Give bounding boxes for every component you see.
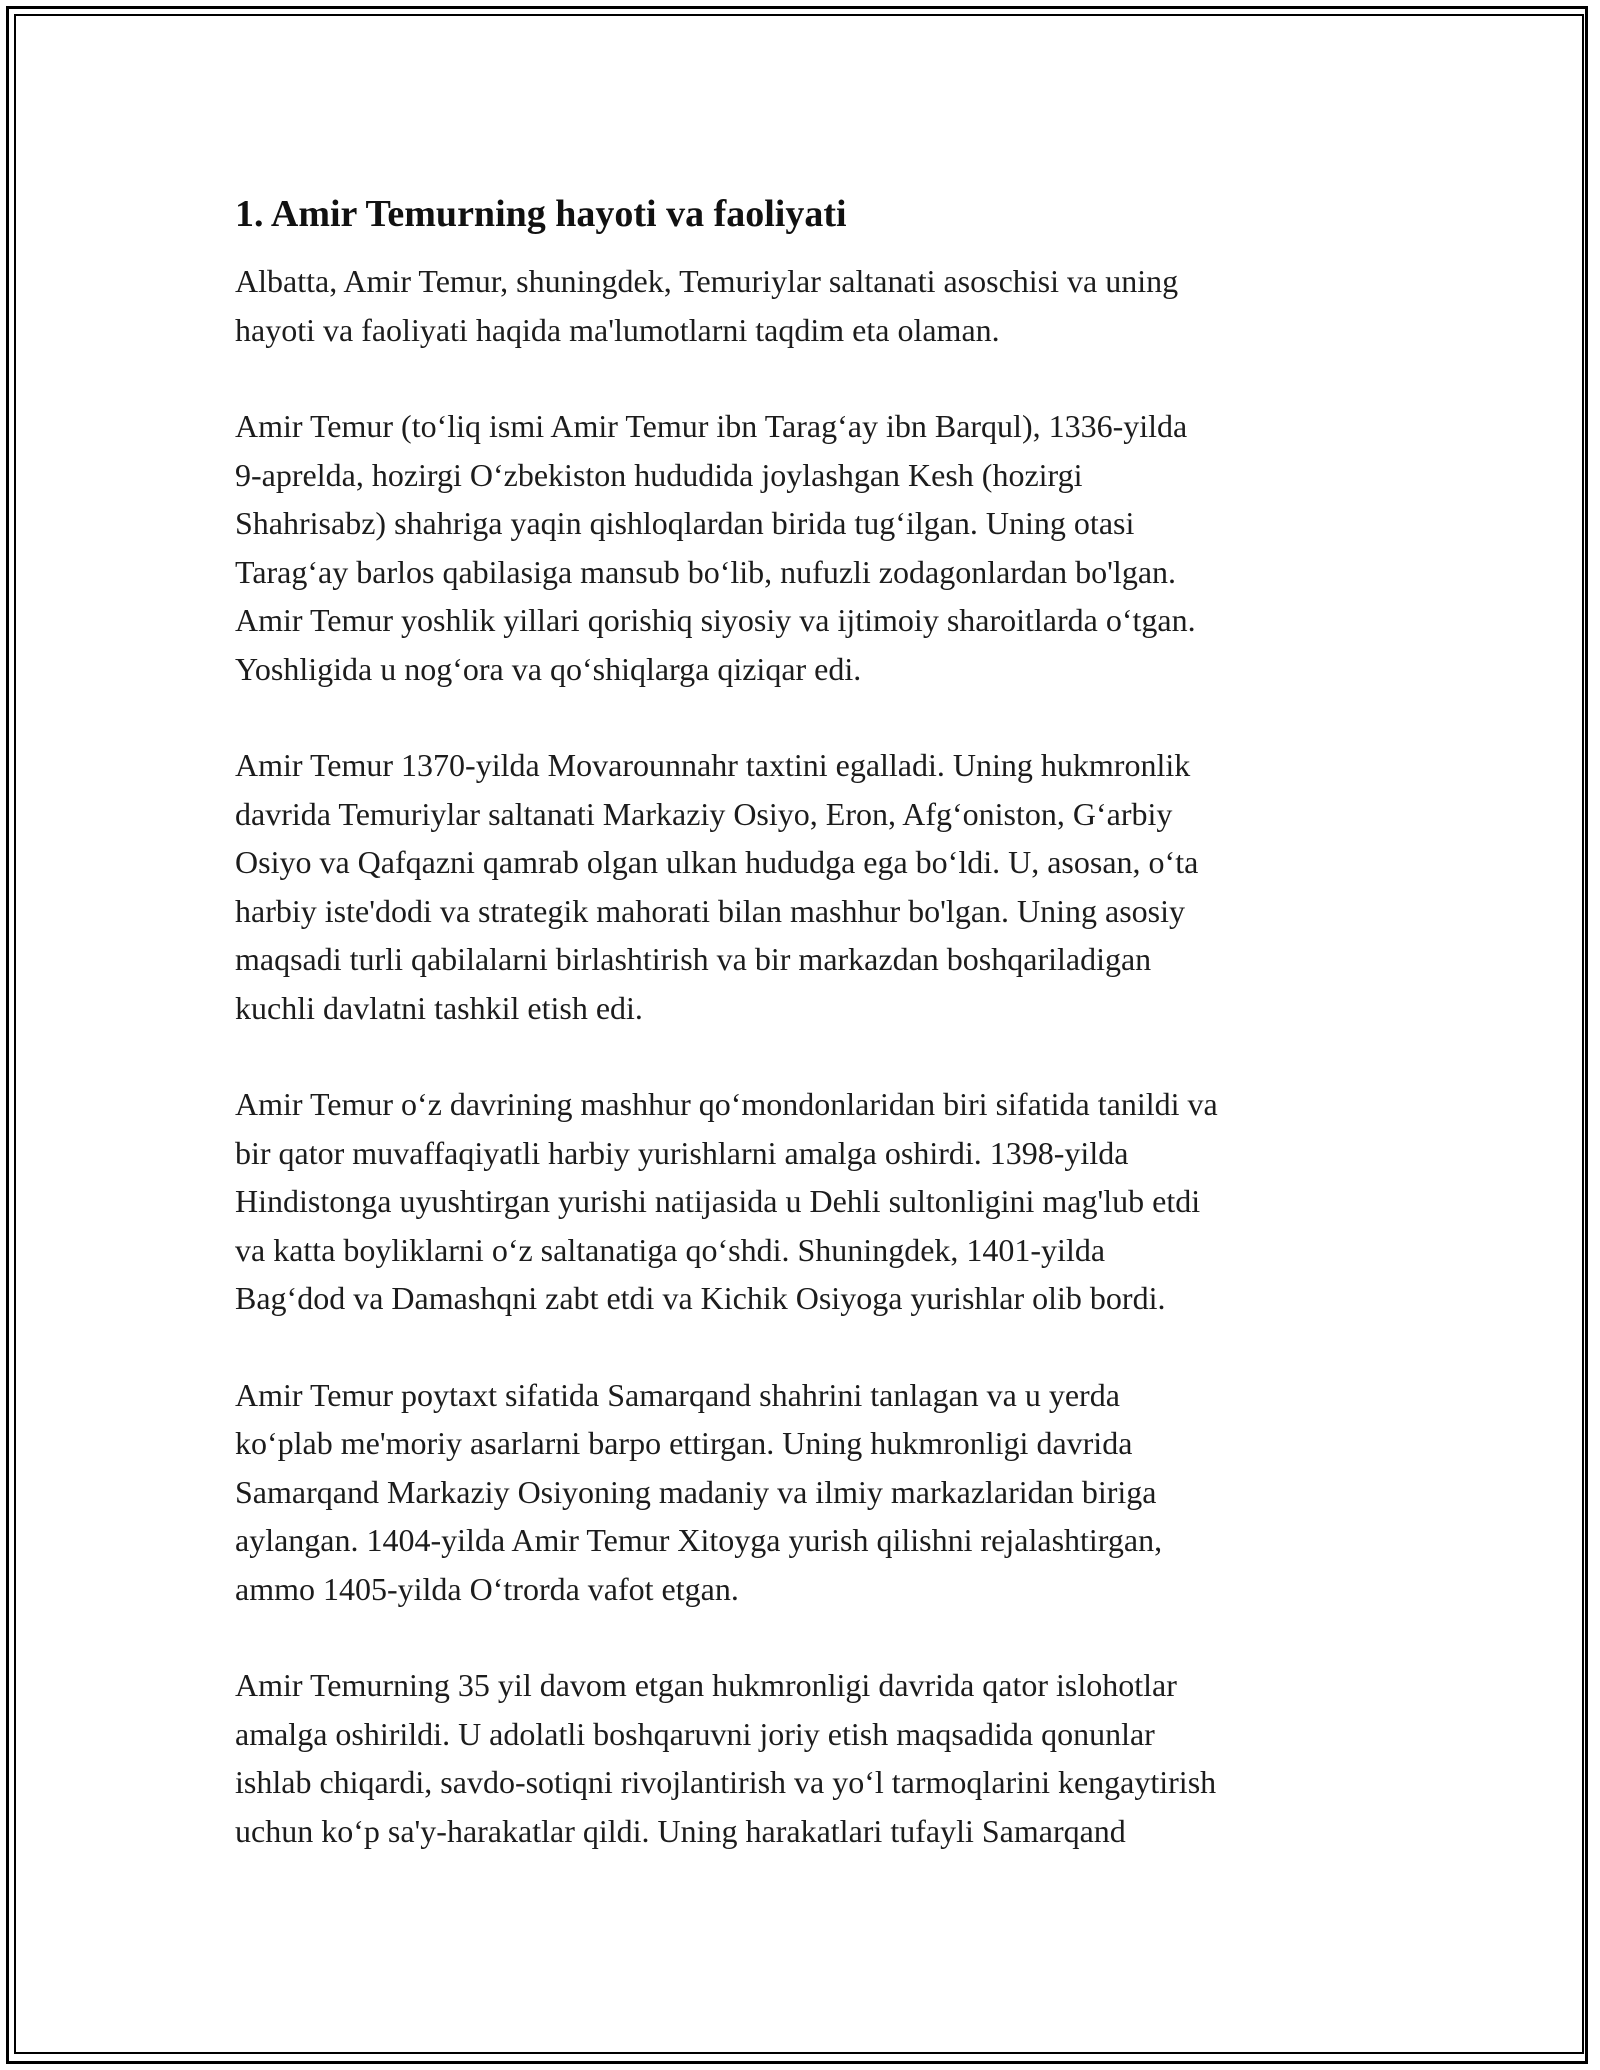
text-line: Amir Temur 1370-yilda Movarounnahr taxtini egalladi. Uning hukmronlik — [235, 747, 1191, 783]
text-line: Tarag‘ay barlos qabilasiga mansub bo‘lib, nufuzli zodagonlardan bo'lgan. — [235, 553, 1177, 590]
text-line: Amir Temur yoshlik yillari qorishiq siyosiy va ijtimoiy sharoitlarda o‘tgan. — [235, 602, 1196, 638]
text-line: maqsadi turli qabilalarni birlashtirish va bir markazdan boshqariladigan — [235, 941, 1152, 977]
text-line: ko‘plab me'moriy asarlarni barpo ettirgan. Uning hukmronligi davrida — [235, 1425, 1133, 1461]
text-line: Samarqand Markaziy Osiyoning madaniy va ilmiy markazlaridan biriga — [235, 1473, 1157, 1510]
text-line: aylangan. 1404-yilda Amir Temur Xitoyga yurish qilishni rejalashtirgan, — [235, 1522, 1163, 1558]
text-line: bir qator muvaffaqiyatli harbiy yurishlarni amalga oshirdi. 1398-yilda — [235, 1134, 1129, 1171]
text-line: va katta boyliklarni o‘z saltanatiga qo‘shdi. Shuningdek, 1401-yilda — [235, 1231, 1106, 1268]
text-line: ishlab chiqardi, savdo-sotiqni rivojlantirish va yo‘l tarmoqlarini kengaytirish — [235, 1764, 1217, 1800]
paragraph-reforms — [235, 1661, 1375, 1855]
text-line: 9-aprelda, hozirgi O‘zbekiston hududida joylashgan Kesh (hozirgi — [235, 456, 1083, 493]
text-line: Albatta, Amir Temur, shuningdek, Temuriylar saltanati asoschisi va uning — [235, 263, 1179, 299]
text-line: Hindistonga uyushtirgan yurishi natijasida u Dehli sultonligini mag'lub etdi — [235, 1183, 1201, 1219]
text-line: Bag‘dod va Damashqni zabt etdi va Kichik Osiyoga yurishlar olib bordi. — [235, 1280, 1166, 1316]
text-line: davrida Temuriylar saltanati Markaziy Osiyo, Eron, Afg‘oniston, G‘arbiy — [235, 795, 1173, 832]
paragraph-birth — [235, 402, 1375, 693]
text-line: Osiyo va Qafqazni qamrab olgan ulkan hududga ega bo‘ldi. U, asosan, o‘ta — [235, 844, 1199, 880]
text-line: Shahrisabz) shahriga yaqin qishloqlardan birida tug‘ilgan. Uning otasi — [235, 505, 1135, 541]
paragraph-rule — [235, 741, 1375, 1032]
text-line: Amir Temur o‘z davrining mashhur qo‘mondonlaridan biri sifatida tanildi va — [235, 1086, 1218, 1122]
text-line: uchun ko‘p sa'y-harakatlar qildi. Uning harakatlari tufayli Samarqand — [235, 1812, 1126, 1849]
paragraph-samarkand — [235, 1371, 1375, 1614]
text-line: Amir Temurning 35 yil davom etgan hukmronligi davrida qator islohotlar — [235, 1667, 1177, 1703]
text-line: Amir Temur poytaxt sifatida Samarqand shahrini tanlagan va u yerda — [235, 1376, 1120, 1413]
paragraph-campaigns — [235, 1080, 1375, 1323]
text-line: Yoshligida u nog‘ora va qo‘shiqlarga qiziqar edi. — [235, 650, 862, 687]
text-line: harbiy iste'dodi va strategik mahorati bilan mashhur bo'lgan. Uning asosiy — [235, 892, 1186, 929]
text-line: kuchli davlatni tashkil etish edi. — [235, 989, 643, 1026]
text-line: Amir Temur (to‘liq ismi Amir Temur ibn Tarag‘ay ibn Barqul), 1336-yilda — [235, 408, 1188, 444]
document-title: 1. Amir Temurning hayoti va faoliyati — [235, 193, 847, 235]
text-line: ammo 1405-yilda O‘trorda vafot etgan. — [235, 1570, 739, 1607]
document-body — [235, 185, 1375, 1855]
text-line: amalga oshirildi. U adolatli boshqaruvni joriy etish maqsadida qonunlar — [235, 1715, 1155, 1752]
text-line: hayoti va faoliyati haqida ma'lumotlarni taqdim eta olaman. — [235, 311, 1000, 348]
paragraph-intro — [235, 257, 1375, 354]
